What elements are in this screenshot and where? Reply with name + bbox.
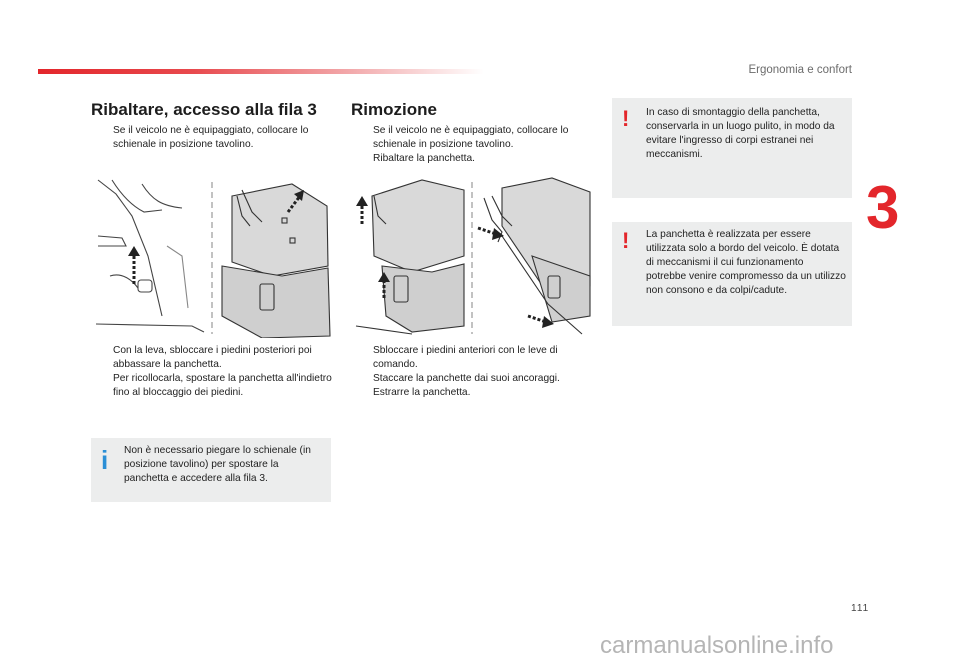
list-item: Estrarre la panchetta. — [373, 387, 471, 398]
chapter-number: 3 — [866, 174, 900, 241]
illustration-remove-seat — [352, 176, 592, 338]
section-title: Ergonomia e confort — [748, 64, 852, 76]
page-number: 111 — [851, 603, 870, 614]
illustration-fold-seat — [92, 176, 332, 338]
warning-box-usage — [612, 222, 852, 326]
exclamation-icon: ! — [622, 228, 630, 253]
list-item: Sbloccare i piedini anteriori con le leve di comando. — [373, 345, 558, 370]
header-accent-bar — [38, 69, 484, 74]
bullet-list-removal-top — [351, 124, 596, 166]
list-item: Staccare la panchette dai suoi ancoraggi. — [373, 373, 560, 384]
list-item: Con la leva, sbloccare i piedini posteriori poi abbassare la panchetta. — [113, 345, 312, 370]
watermark: carmanualsonline.info — [600, 632, 834, 659]
warning-text-usage: La panchetta è realizzata per essere utilizzata solo a bordo del veicolo. È dotata di meccanismi il cui funzionamento potrebbe venire compromesso da un utilizzo non consono e da colpi/cadute. — [646, 229, 846, 296]
list-item: Se il veicolo ne è equipaggiato, collocare lo schienale in posizione tavolino. — [373, 125, 569, 150]
section-heading-fold: Ribaltare, accesso alla fila 3 — [91, 100, 317, 119]
list-item: Per ricollocarla, spostare la panchetta all'indietro fino al bloccaggio dei piedini. — [113, 373, 332, 398]
warning-text-storage: In caso di smontaggio della panchetta, conservarla in un luogo pulito, in modo da evitare l'ingresso di corpi estranei nei meccanismi. — [646, 107, 835, 160]
list-item: Ribaltare la panchetta. — [373, 153, 475, 164]
list-item: Se il veicolo ne è equipaggiato, collocare lo schienale in posizione tavolino. — [113, 125, 309, 150]
info-icon: i — [101, 445, 109, 475]
bullet-list-removal-bottom — [351, 344, 596, 400]
exclamation-icon: ! — [622, 106, 630, 131]
warning-box-storage — [612, 98, 852, 198]
info-box-text: Non è necessario piegare lo schienale (in posizione tavolino) per spostare la panchetta e accedere alla fila 3. — [124, 445, 311, 484]
info-box — [91, 438, 331, 502]
bullet-list-fold-top — [91, 124, 336, 152]
bullet-list-fold-bottom — [91, 344, 336, 400]
section-heading-removal: Rimozione — [351, 100, 437, 119]
